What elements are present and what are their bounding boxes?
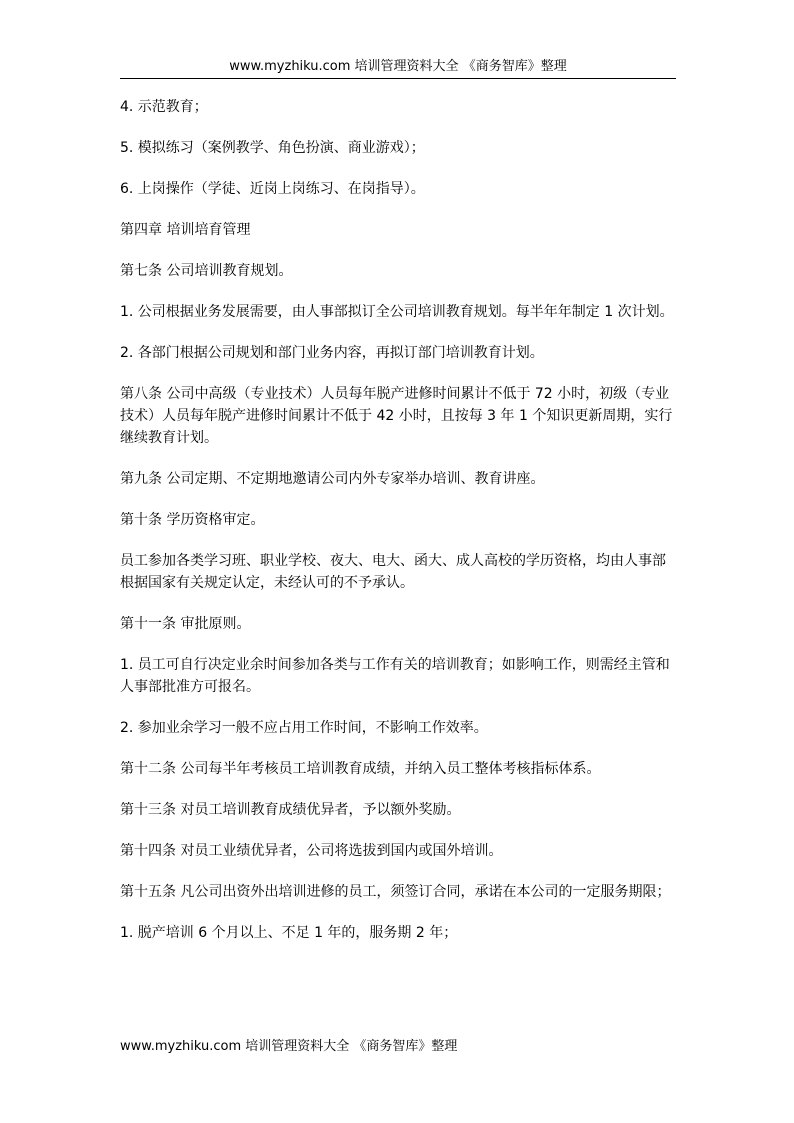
- article-11-item-2: 2. 参加业余学习一般不应占用工作时间，不影响工作效率。: [120, 720, 488, 736]
- article-9: 第九条 公司定期、不定期地邀请公司内外专家举办培训、教育讲座。: [120, 471, 545, 487]
- article-14: 第十四条 对员工业绩优异者，公司将选拔到国内或国外培训。: [120, 843, 503, 859]
- article-10-body: 员工参加各类学习班、职业学校、夜大、电大、函大、成人高校的学历资格，均由人事部根据国家有关规定认定，未经认可的不予承认。: [120, 553, 666, 591]
- article-11: 第十一条 审批原则。: [120, 616, 251, 632]
- article-10: 第十条 学历资格审定。: [120, 512, 265, 528]
- article-11-item-1: 1. 员工可自行决定业余时间参加各类与工作有关的培训教育；如影响工作，则需经主管和人事部批准方可报名。: [120, 657, 670, 695]
- article-7: 第七条 公司培训教育规划。: [120, 263, 293, 279]
- article-12: 第十二条 公司每半年考核员工培训教育成绩，并纳入员工整体考核指标体系。: [120, 761, 601, 777]
- article-7-item-2: 2. 各部门根据公司规划和部门业务内容，再拟订部门培训教育计划。: [120, 345, 544, 361]
- article-8: 第八条 公司中高级（专业技术）人员每年脱产进修时间累计不低于 72 小时，初级（专业技术）人员每年脱产进修时间累计不低于 42 小时，且按每 3 年 1 个知识更新周期，实行继续教育计划。: [120, 386, 673, 446]
- header-text: www.myzhiku.com 培训管理资料大全 《商务智库》整理: [229, 59, 567, 74]
- article-7-item-1: 1. 公司根据业务发展需要，由人事部拟订全公司培训教育规划。每半年年制定 1 次计划。: [120, 304, 674, 320]
- document-body: [120, 96, 676, 963]
- chapter-heading: 第四章 培训培育管理: [120, 222, 251, 238]
- article-15: 第十五条 凡公司出资外出培训进修的员工，须签订合同，承诺在本公司的一定服务期限；: [120, 884, 671, 900]
- article-15-item-1: 1. 脱产培训 6 个月以上、不足 1 年的，服务期 2 年；: [120, 925, 458, 941]
- list-item-5: 5. 模拟练习（案例教学、角色扮演、商业游戏）；: [120, 140, 425, 156]
- page-footer: [120, 1036, 457, 1058]
- footer-text: www.myzhiku.com 培训管理资料大全 《商务智库》整理: [120, 1039, 458, 1054]
- article-13: 第十三条 对员工培训教育成绩优异者，予以额外奖励。: [120, 802, 461, 818]
- list-item-6: 6. 上岗操作（学徒、近岗上岗练习、在岗指导）。: [120, 181, 425, 197]
- list-item-4: 4. 示范教育；: [120, 99, 208, 115]
- page-header: [120, 56, 676, 79]
